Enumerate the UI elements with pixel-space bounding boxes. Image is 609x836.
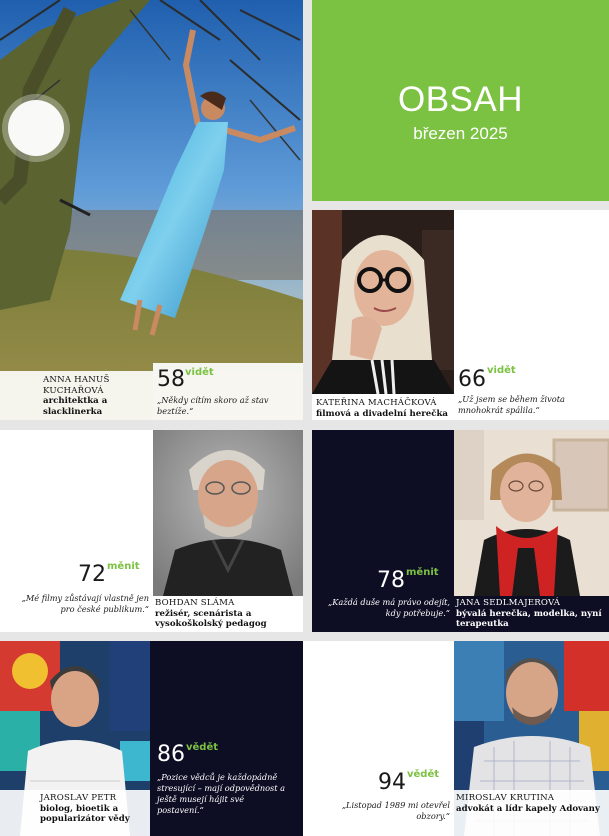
caption-jaroslav — [40, 793, 150, 825]
caption-katerina — [316, 398, 456, 419]
page-number: 94 — [378, 770, 406, 795]
caption-bohdan — [155, 598, 303, 630]
page-number: 58 — [157, 367, 185, 392]
person-role: biolog, bioetik a popularizátor vědy — [40, 803, 130, 824]
person-name: JANA SEDLMAJEROVÁ — [456, 598, 561, 608]
photo-jana-sedlmajerova[interactable] — [454, 430, 609, 596]
person-role: režisér, scenárista a vysokoškolský pedagog — [155, 608, 267, 629]
article-teaser-58[interactable] — [153, 363, 303, 420]
article-quote: „Někdy cítím skoro až stav beztíže.“ — [157, 395, 269, 416]
page-title: OBSAH — [397, 80, 524, 119]
article-teaser-72[interactable] — [0, 555, 153, 632]
photo-bohdan-slama[interactable] — [153, 430, 303, 596]
article-quote: „Už jsem se během života mnohokrát spálila.“ — [458, 394, 565, 415]
article-quote: „Pozice vědců je každopádně stresující – mají odpovědnost a ještě musejí hájit své postavení.“ — [157, 772, 286, 815]
person-role: advokát a lídr kapely Adovany — [456, 803, 600, 814]
article-quote: „Každá duše má právo odejít, kdy potřebuje.“ — [328, 597, 450, 618]
section-label: vědět — [407, 769, 440, 780]
person-name: BOHDAN SLÁMA — [155, 598, 235, 608]
article-teaser-78[interactable] — [312, 560, 454, 632]
person-name: JAROSLAV PETR — [40, 793, 117, 803]
person-role: architektka a slacklinerka — [43, 396, 108, 417]
header-panel — [312, 0, 609, 201]
person-role: bývalá herečka, modelka, nyní terapeutka — [456, 608, 602, 629]
article-teaser-66[interactable] — [454, 360, 609, 420]
section-label: vidět — [487, 365, 516, 376]
caption-miroslav — [456, 793, 607, 814]
page-number: 66 — [458, 367, 486, 392]
caption-jana — [456, 598, 609, 630]
page-number: 86 — [157, 742, 185, 767]
article-teaser-94[interactable] — [303, 760, 454, 836]
section-label: měnit — [107, 561, 140, 572]
photo-katerina-machackova[interactable] — [312, 210, 454, 394]
photo-anna-hanus-kucharova[interactable] — [0, 0, 303, 420]
article-quote: „Mé filmy zůstávají vlastně jen pro české publikum.“ — [21, 593, 149, 614]
person-name: KATEŘINA MACHÁČKOVÁ — [316, 398, 437, 408]
article-quote: „Listopad 1989 mi otevřel obzory.“ — [341, 800, 450, 821]
section-label: měnit — [406, 567, 439, 578]
caption-anna — [43, 375, 151, 417]
page-number: 72 — [78, 562, 106, 587]
section-label: vědět — [186, 742, 219, 753]
person-name: MIROSLAV KRUTINA — [456, 793, 555, 803]
article-teaser-86[interactable] — [150, 740, 303, 836]
page-number: 78 — [377, 568, 405, 593]
person-role: filmová a divadelní herečka — [316, 408, 448, 419]
issue-date: březen 2025 — [413, 124, 508, 143]
section-label: vidět — [185, 367, 214, 378]
person-name: ANNA HANUŠ KUCHAŘOVÁ — [43, 375, 110, 396]
